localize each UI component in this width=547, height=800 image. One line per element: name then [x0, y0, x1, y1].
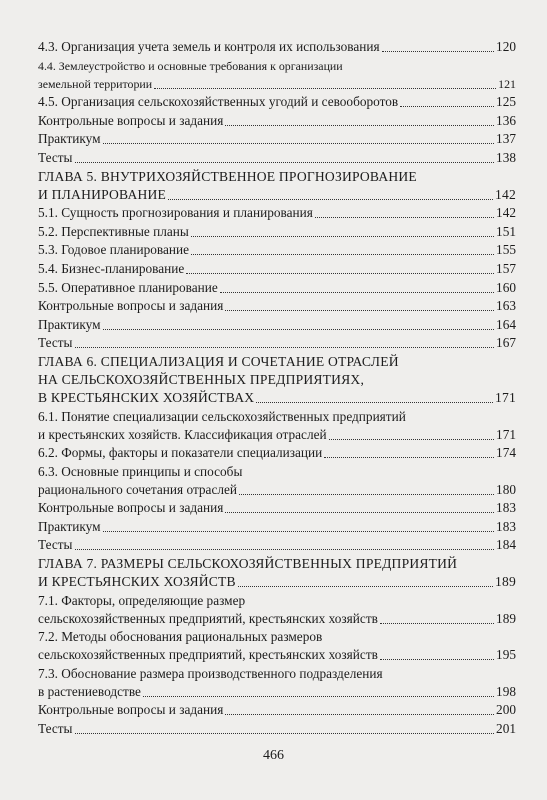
toc-entry-page: 189 — [495, 574, 516, 590]
toc-entry-title-line: 6.3. Основные принципы и способы — [38, 463, 243, 479]
toc-entry-title-line: 7.2. Методы обоснования рациональных размеров — [38, 629, 323, 645]
dot-leader — [225, 714, 494, 715]
toc-entry-page: 121 — [498, 76, 516, 91]
dot-leader — [238, 586, 493, 587]
toc-entry-title: сельскохозяйственных предприятий, крестьянских хозяйств — [38, 647, 378, 663]
toc-entry-title: Контрольные вопросы и задания — [38, 112, 224, 128]
toc-entry — [38, 555, 516, 591]
toc-entry-page: 151 — [496, 223, 516, 239]
toc-entry — [38, 260, 516, 278]
toc-entry — [38, 241, 516, 259]
toc-entry-title: И ПЛАНИРОВАНИЕ — [38, 186, 167, 202]
toc-entry — [38, 536, 516, 554]
toc-entry-title: сельскохозяйственных предприятий, крестьянских хозяйств — [38, 610, 378, 626]
toc-entry-line — [38, 186, 516, 204]
toc-entry-line — [38, 112, 516, 130]
toc-entry-title: и крестьянских хозяйств. Классификация отраслей — [38, 426, 327, 442]
toc-entry-line — [38, 610, 516, 628]
toc-entry-title: Тесты — [38, 335, 73, 351]
dot-leader — [75, 347, 495, 348]
toc-entry-title: 4.5. Организация сельскохозяйственных угодий и севооборотов — [38, 94, 399, 110]
dot-leader — [324, 457, 494, 458]
toc-entry — [38, 665, 516, 701]
toc-entry-line — [38, 720, 516, 738]
toc-entry — [38, 592, 516, 628]
dot-leader — [256, 402, 493, 403]
toc-entry — [38, 353, 516, 407]
toc-entry-page: 195 — [496, 647, 516, 663]
toc-entry-page: 200 — [496, 702, 516, 718]
toc-entry — [38, 720, 516, 738]
toc-entry-title-line: 7.3. Обоснование размера производственного подразделения — [38, 665, 383, 681]
toc-entry-line — [38, 701, 516, 719]
dot-leader — [380, 623, 494, 624]
toc-entry-title-line: НА СЕЛЬСКОХОЗЯЙСТВЕННЫХ ПРЕДПРИЯТИЯХ, — [38, 371, 365, 387]
toc-entry-title-line: 6.1. Понятие специализации сельскохозяйственных предприятий — [38, 408, 406, 424]
toc-entry — [38, 57, 516, 93]
toc-entry-title: 4.3. Организация учета земель и контроля их использования — [38, 39, 380, 54]
toc-entry — [38, 204, 516, 222]
toc-entry-page: 163 — [496, 298, 516, 314]
toc-entry-line — [38, 149, 516, 167]
dot-leader — [225, 310, 494, 311]
toc-entry-title-line: ГЛАВА 7. РАЗМЕРЫ СЕЛЬСКОХОЗЯЙСТВЕННЫХ ПРЕДПРИЯТИЙ — [38, 556, 458, 572]
toc-entry-line — [38, 241, 516, 259]
toc-entry-line — [38, 683, 516, 701]
toc-entry-title: в растениеводстве — [38, 683, 141, 699]
toc-entry-line — [38, 75, 516, 93]
toc-entry-page: 125 — [496, 94, 516, 110]
dot-leader — [225, 512, 494, 513]
toc-entry-title: 5.2. Перспективные планы — [38, 223, 189, 239]
toc-entry-line — [38, 518, 516, 536]
toc-entry-title: Контрольные вопросы и задания — [38, 500, 224, 516]
toc-entry — [38, 112, 516, 130]
toc-entry-line — [38, 38, 516, 56]
toc-entry-line — [38, 297, 516, 315]
toc-entry — [38, 168, 516, 204]
toc-entry-title-line: ГЛАВА 6. СПЕЦИАЛИЗАЦИЯ И СОЧЕТАНИЕ ОТРАСЛЕЙ — [38, 353, 399, 369]
toc-entry — [38, 38, 516, 56]
toc-entry — [38, 223, 516, 241]
dot-leader — [239, 494, 494, 495]
toc-entry-line — [38, 499, 516, 517]
toc-entry-title: Контрольные вопросы и задания — [38, 298, 224, 314]
toc-entry — [38, 93, 516, 111]
toc-entry-line — [38, 93, 516, 111]
dot-leader — [220, 292, 494, 293]
toc-entry-page: 142 — [495, 186, 516, 202]
toc-entry-title: Практикум — [38, 316, 101, 332]
toc-entry-page: 189 — [496, 610, 516, 626]
toc-entry — [38, 701, 516, 719]
dot-leader — [225, 125, 494, 126]
toc-entry-title: 5.1. Сущность прогнозирования и планирования — [38, 205, 313, 221]
toc-entry — [38, 499, 516, 517]
toc-entry-page: 160 — [496, 279, 516, 295]
page-number: 466 — [263, 748, 284, 763]
toc-entry-line — [38, 334, 516, 352]
toc-entry-title-line: 4.4. Землеустройство и основные требования к организации — [38, 58, 343, 73]
toc-entry — [38, 463, 516, 499]
toc-entry-line — [38, 426, 516, 444]
toc-entry-line — [38, 481, 516, 499]
dot-leader — [75, 162, 495, 163]
toc-entry-title: Тесты — [38, 537, 73, 553]
dot-leader — [103, 531, 495, 532]
dot-leader — [75, 733, 495, 734]
table-of-contents — [38, 38, 516, 739]
dot-leader — [143, 696, 494, 697]
toc-entry-title: Практикум — [38, 518, 101, 534]
dot-leader — [380, 659, 494, 660]
dot-leader — [103, 329, 495, 330]
dot-leader — [191, 254, 494, 255]
toc-entry-title: В КРЕСТЬЯНСКИХ ХОЗЯЙСТВАХ — [38, 389, 255, 405]
toc-entry-page: 138 — [496, 149, 516, 165]
toc-entry-line — [38, 316, 516, 334]
toc-entry-line — [38, 130, 516, 148]
toc-entry-line — [38, 279, 516, 297]
toc-entry — [38, 297, 516, 315]
toc-entry-page: 171 — [496, 426, 516, 442]
dot-leader — [329, 439, 494, 440]
toc-entry-page: 164 — [496, 316, 516, 332]
toc-entry-page: 136 — [496, 112, 516, 128]
toc-entry-title: земельной территории — [38, 76, 153, 91]
toc-entry-page: 120 — [496, 39, 516, 54]
toc-entry — [38, 316, 516, 334]
toc-entry — [38, 149, 516, 167]
toc-entry-page: 174 — [496, 445, 516, 461]
toc-entry-title: Тесты — [38, 149, 73, 165]
toc-entry-page: 184 — [496, 537, 516, 553]
toc-entry — [38, 628, 516, 664]
toc-entry-line — [38, 260, 516, 278]
toc-entry-page: 171 — [495, 389, 516, 405]
toc-entry-title: Тесты — [38, 721, 73, 737]
dot-leader — [315, 217, 494, 218]
toc-entry-line — [38, 573, 516, 591]
toc-entry — [38, 518, 516, 536]
toc-entry — [38, 444, 516, 462]
toc-entry — [38, 334, 516, 352]
dot-leader — [168, 199, 493, 200]
toc-entry-title: 5.5. Оперативное планирование — [38, 279, 218, 295]
dot-leader — [382, 51, 494, 52]
toc-entry — [38, 408, 516, 444]
toc-entry-title: И КРЕСТЬЯНСКИХ ХОЗЯЙСТВ — [38, 574, 236, 590]
dot-leader — [191, 236, 494, 237]
toc-entry-title-line: 7.1. Факторы, определяющие размер — [38, 592, 246, 608]
toc-entry-line — [38, 444, 516, 462]
toc-entry-page: 167 — [496, 335, 516, 351]
toc-entry-page: 198 — [496, 683, 516, 699]
dot-leader — [186, 273, 494, 274]
toc-entry-title: 6.2. Формы, факторы и показатели специализации — [38, 445, 323, 461]
toc-entry — [38, 130, 516, 148]
toc-entry-line — [38, 389, 516, 407]
toc-entry-title: 5.3. Годовое планирование — [38, 242, 190, 258]
toc-entry-page: 142 — [496, 205, 516, 221]
dot-leader — [400, 106, 494, 107]
toc-entry — [38, 279, 516, 297]
toc-entry-page: 155 — [496, 242, 516, 258]
toc-entry-title: Контрольные вопросы и задания — [38, 702, 224, 718]
toc-entry-page: 183 — [496, 518, 516, 534]
toc-entry-line — [38, 646, 516, 664]
toc-entry-title-line: ГЛАВА 5. ВНУТРИХОЗЯЙСТВЕННОЕ ПРОГНОЗИРОВАНИЕ — [38, 168, 417, 184]
dot-leader — [103, 143, 495, 144]
toc-entry-title: рационального сочетания отраслей — [38, 481, 238, 497]
toc-entry-page: 183 — [496, 500, 516, 516]
toc-entry-page: 180 — [496, 481, 516, 497]
toc-entry-page: 201 — [496, 721, 516, 737]
toc-entry-title: 5.4. Бизнес-планирование — [38, 260, 185, 276]
toc-entry-line — [38, 204, 516, 222]
toc-entry-page: 157 — [496, 260, 516, 276]
dot-leader — [75, 549, 495, 550]
toc-entry-line — [38, 536, 516, 554]
toc-entry-page: 137 — [496, 131, 516, 147]
dot-leader — [154, 88, 496, 89]
toc-entry-title: Практикум — [38, 131, 101, 147]
toc-entry-line — [38, 223, 516, 241]
